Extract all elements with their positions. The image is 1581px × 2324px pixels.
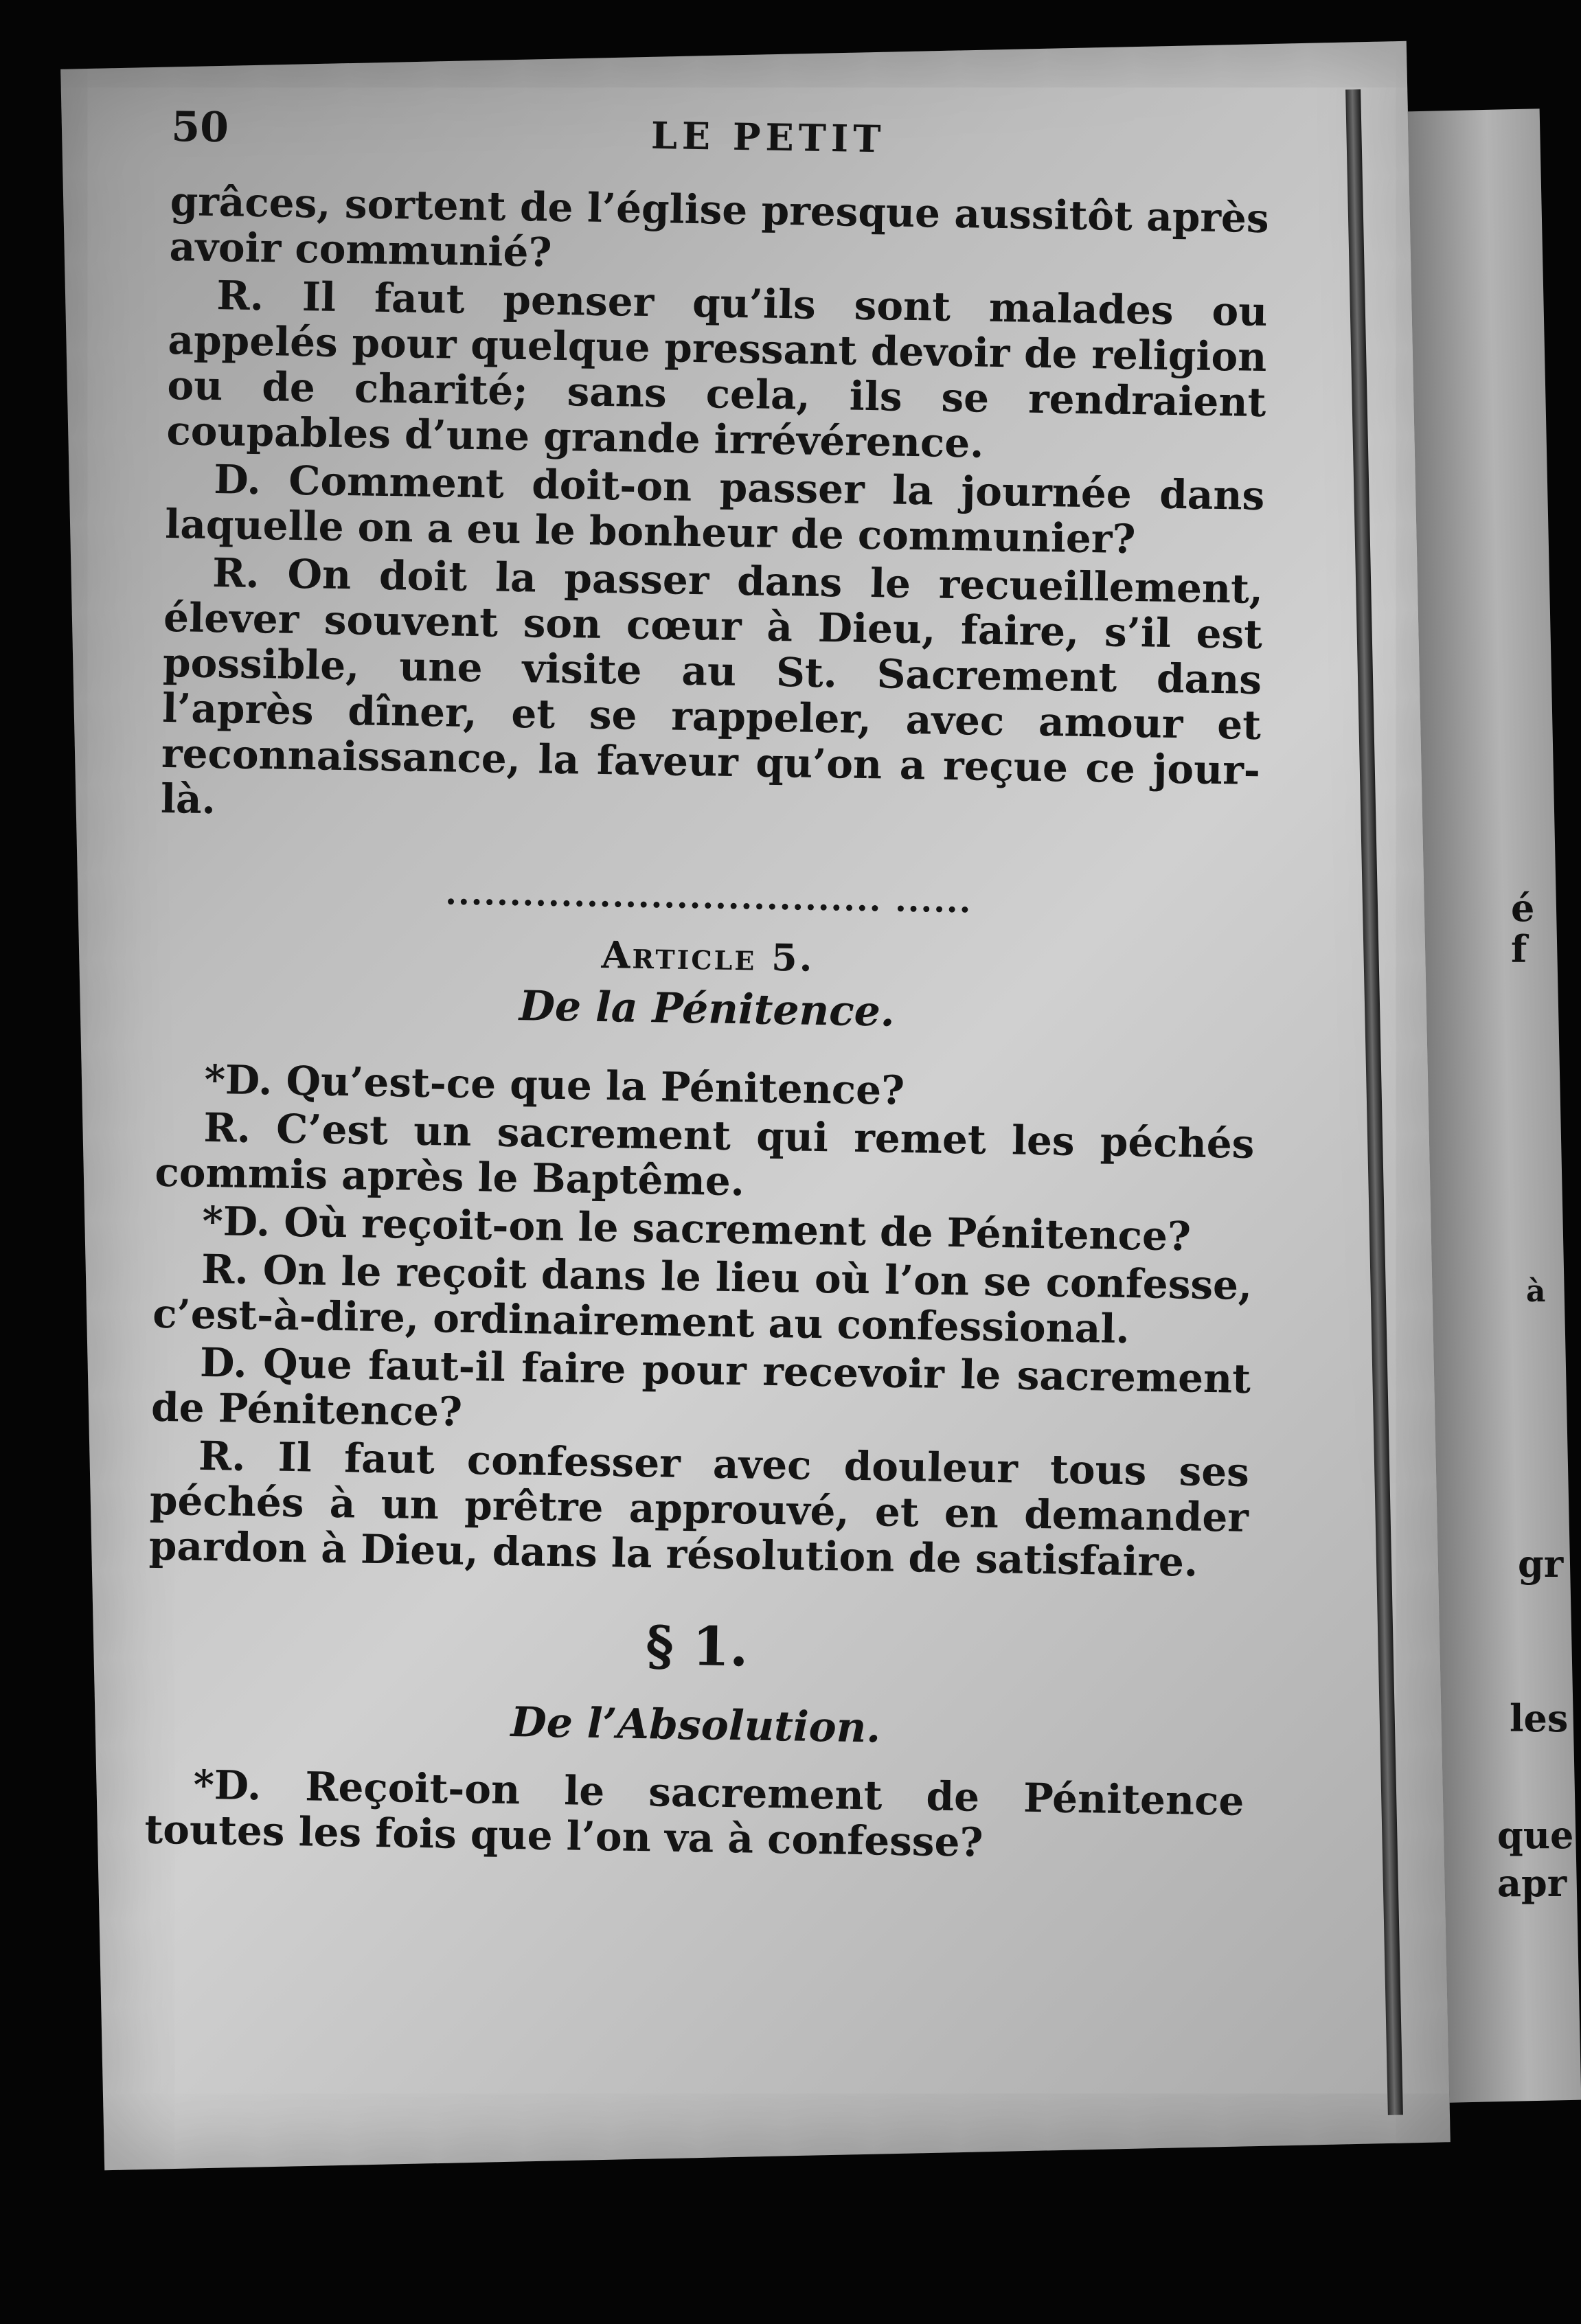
- facing-page-fragment: à: [1526, 1274, 1546, 1309]
- paragraph: R. Il faut confesser avec douleur tous ses péchés à un prêtre approuvé, et en demander pardon à Dieu, dans la résolution de satisfaire.: [148, 1432, 1250, 1586]
- running-head: LE PETIT: [650, 113, 886, 161]
- facing-page-fragment: f: [1511, 927, 1527, 971]
- separator-rule: .................................. ......: [444, 874, 973, 921]
- page-number: 50: [170, 103, 229, 152]
- facing-page-fragment: é: [1511, 886, 1535, 930]
- paragraph: R. On le reçoit dans le lieu où l’on se confesse, c’est-à-dire, ordinairement au confessional.: [152, 1245, 1253, 1353]
- paragraph: *D. Où reçoit-on le sacrement de Pénitence?: [201, 1197, 1192, 1260]
- paragraph: D. Comment doit-on passer la journée dans laquelle on a eu le bonheur de communier?: [164, 456, 1265, 563]
- paragraph: R. C’est un sacrement qui remet les péchés commis après le Baptême.: [155, 1104, 1255, 1205]
- facing-page-fragment: gr: [1518, 1542, 1564, 1586]
- article-heading: Article 5.: [601, 932, 815, 980]
- paragraph: D. Que faut-il faire pour recevoir le sacrement de Pénitence?: [150, 1338, 1251, 1435]
- paragraph: *D. Qu’est-ce que la Pénitence?: [204, 1056, 905, 1114]
- paragraph: R. On doit la passer dans le recueillement, élever souvent son cœur à Dieu, faire, s’il est possible, une visite au St. Sacrement dans l’après dîner, et se rappeler, avec amour et reconnaissance, la faveur qu’on a reçue ce jour-là.: [160, 549, 1264, 823]
- section-number: § 1.: [645, 1615, 749, 1679]
- article-title: De la Pénitence.: [519, 982, 896, 1036]
- page-text: [144, 103, 1271, 1872]
- facing-page-fragment: les: [1510, 1696, 1569, 1740]
- paragraph: *D. Reçoit-on le sacrement de Pénitence toutes les fois que l’on va à confesse?: [144, 1761, 1244, 1866]
- facing-page-fragment: que: [1497, 1813, 1574, 1857]
- facing-page-fragment: apr: [1497, 1861, 1567, 1905]
- section-title: De l’Absolution.: [510, 1698, 881, 1753]
- paragraph: grâces, sortent de l’église presque aussitôt après avoir communié?: [169, 177, 1270, 276]
- paragraph: R. Il faut penser qu’ils sont malades ou appelés pour quelque pressant devoir de religion ou de charité; sans cela, ils se rendraient coupables d’une grande irrévérence.: [166, 272, 1268, 467]
